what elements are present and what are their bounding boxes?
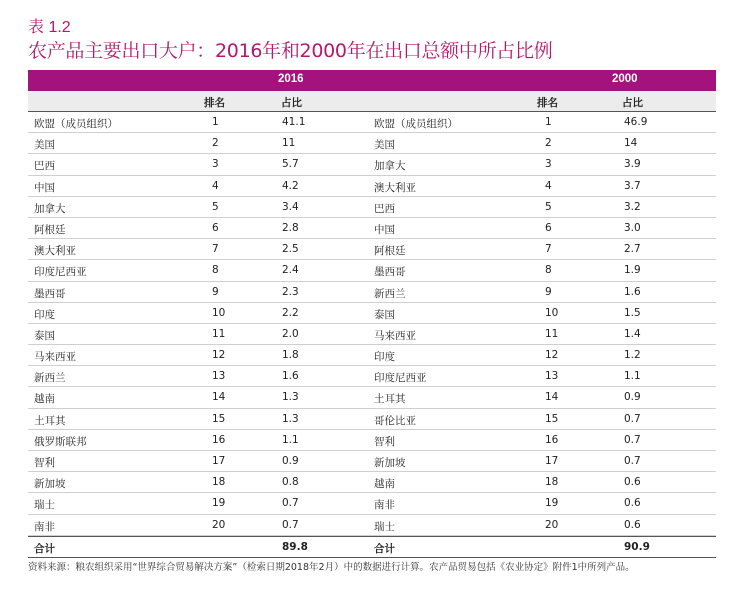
- country-2000: 哥伦比亚: [374, 414, 416, 427]
- country-2016: 欧盟（成员组织）: [34, 118, 118, 130]
- country-2016: 泰国: [34, 329, 55, 342]
- share-2016: 1.3: [282, 412, 299, 425]
- table-row: [28, 154, 716, 175]
- share-2016: 2.4: [282, 264, 299, 277]
- table-title: 农产品主要出口大户：2016年和2000年在出口总额中所占比例: [28, 40, 553, 62]
- country-2000: 加拿大: [374, 160, 406, 173]
- share-2016: 0.7: [282, 518, 299, 531]
- table-row: [28, 112, 716, 133]
- share-2000: 3.2: [624, 200, 641, 213]
- rank-2000: 14: [545, 391, 559, 404]
- total-row: [28, 536, 716, 558]
- data-table: [28, 70, 716, 558]
- table-row: [28, 472, 716, 493]
- rank-2000: 5: [545, 200, 552, 213]
- rank-2000: 15: [545, 412, 559, 425]
- country-2000: 智利: [374, 435, 395, 448]
- share-2016: 1.6: [282, 370, 299, 383]
- share-2016: 11: [282, 137, 296, 150]
- column-header-row: [28, 91, 716, 112]
- rank-2016: 9: [212, 285, 219, 298]
- share-2000: 1.6: [624, 285, 641, 298]
- rank-2000: 18: [545, 476, 559, 489]
- rank-2016: 8: [212, 264, 219, 277]
- share-2000: 0.7: [624, 412, 641, 425]
- share-2016: 3.4: [282, 200, 299, 213]
- share-2016: 2.3: [282, 285, 299, 298]
- share-2000: 1.5: [624, 306, 641, 319]
- share-2016: 4.2: [282, 179, 299, 192]
- country-2016: 瑞士: [34, 499, 55, 512]
- year-2016-label: 2016: [278, 73, 304, 85]
- country-2016: 越南: [34, 393, 55, 406]
- table-row: [28, 303, 716, 324]
- country-2000: 印度尼西亚: [374, 372, 427, 385]
- country-2016: 印度: [34, 308, 55, 321]
- share-2016: 5.7: [282, 158, 299, 171]
- share-2016: 1.1: [282, 433, 299, 446]
- rank-2000: 11: [545, 327, 559, 340]
- share-2016: 2.0: [282, 327, 299, 340]
- table-row: [28, 493, 716, 514]
- table-row: [28, 515, 716, 536]
- rank-2000: 20: [545, 518, 559, 531]
- country-2000: 巴西: [374, 202, 395, 215]
- rank-2016: 10: [212, 306, 226, 319]
- country-2000: 南非: [374, 499, 395, 512]
- table-row: [28, 451, 716, 472]
- country-2000: 中国: [374, 223, 395, 236]
- share-2016: 1.8: [282, 349, 299, 362]
- country-2000: 马来西亚: [374, 329, 416, 342]
- table-row: [28, 282, 716, 303]
- country-2000: 瑞士: [374, 520, 395, 533]
- total-label-2000: 合计: [374, 542, 395, 555]
- country-2000: 越南: [374, 478, 395, 491]
- rank-2016: 16: [212, 433, 226, 446]
- share-2000: 0.6: [624, 518, 641, 531]
- country-2000: 土耳其: [374, 393, 406, 406]
- share-2000: 3.7: [624, 179, 641, 192]
- country-2016: 南非: [34, 520, 55, 533]
- share-2000: 3.0: [624, 221, 641, 234]
- rank-2016: 4: [212, 179, 219, 192]
- table-row: [28, 324, 716, 345]
- table-row: [28, 133, 716, 154]
- share-2016: 2.2: [282, 306, 299, 319]
- rank-2000: 1: [545, 116, 552, 128]
- rank-2016: 6: [212, 221, 219, 234]
- country-2016: 俄罗斯联邦: [34, 435, 87, 448]
- share-2016: 2.5: [282, 243, 299, 256]
- country-2016: 马来西亚: [34, 351, 76, 364]
- rank-2016: 1: [212, 116, 219, 128]
- share-header-2000: 占比: [622, 97, 643, 109]
- rank-2000: 17: [545, 455, 559, 467]
- country-2016: 墨西哥: [34, 287, 66, 300]
- rank-2000: 3: [545, 158, 552, 171]
- country-2016: 阿根廷: [34, 223, 66, 236]
- country-2016: 巴西: [34, 160, 55, 173]
- rank-2000: 7: [545, 243, 552, 256]
- year-2000-label: 2000: [612, 73, 638, 85]
- total-label-2016: 合计: [34, 542, 55, 555]
- rank-2016: 14: [212, 391, 226, 404]
- country-2000: 新西兰: [374, 287, 406, 300]
- country-2000: 印度: [374, 351, 395, 364]
- table-row: [28, 239, 716, 260]
- rank-2016: 2: [212, 137, 219, 150]
- share-2000: 1.2: [624, 349, 641, 362]
- rank-2000: 13: [545, 370, 559, 383]
- share-2000: 0.6: [624, 497, 641, 510]
- share-2000: 0.6: [624, 476, 641, 489]
- country-2016: 澳大利亚: [34, 245, 76, 258]
- table-row: [28, 430, 716, 451]
- share-header-2016: 占比: [281, 97, 302, 109]
- country-2000: 欧盟（成员组织）: [374, 118, 458, 130]
- table-row: [28, 345, 716, 366]
- rank-2016: 5: [212, 200, 219, 213]
- country-2000: 泰国: [374, 308, 395, 321]
- country-2016: 中国: [34, 181, 55, 194]
- share-2016: 0.9: [282, 455, 299, 467]
- country-2016: 印度尼西亚: [34, 266, 87, 279]
- year-header-bar: [28, 70, 716, 91]
- share-2016: 41.1: [282, 116, 306, 128]
- share-2016: 0.8: [282, 476, 299, 489]
- rank-2000: 9: [545, 285, 552, 298]
- share-2000: 3.9: [624, 158, 641, 171]
- share-2016: 2.8: [282, 221, 299, 234]
- country-2016: 新西兰: [34, 372, 66, 385]
- share-2000: 0.7: [624, 433, 641, 446]
- table-row: [28, 260, 716, 281]
- share-2000: 2.7: [624, 243, 641, 256]
- country-2016: 智利: [34, 457, 55, 469]
- country-2000: 澳大利亚: [374, 181, 416, 194]
- country-2000: 墨西哥: [374, 266, 406, 279]
- country-2016: 美国: [34, 139, 55, 152]
- rank-2000: 10: [545, 306, 559, 319]
- table-number: 表 1.2: [28, 19, 71, 36]
- country-2016: 土耳其: [34, 414, 66, 427]
- share-2000: 0.9: [624, 391, 641, 404]
- rank-2016: 12: [212, 349, 226, 362]
- country-2016: 新加坡: [34, 478, 66, 491]
- share-2000: 46.9: [624, 116, 648, 128]
- rank-2000: 8: [545, 264, 552, 277]
- table-row: [28, 197, 716, 218]
- share-2000: 14: [624, 137, 638, 150]
- total-share-2000: 90.9: [624, 540, 650, 553]
- share-2016: 0.7: [282, 497, 299, 510]
- rank-2000: 6: [545, 221, 552, 234]
- rank-2016: 13: [212, 370, 226, 383]
- rank-2000: 2: [545, 137, 552, 150]
- rank-2016: 19: [212, 497, 226, 510]
- rank-2016: 17: [212, 455, 226, 467]
- share-2000: 1.9: [624, 264, 641, 277]
- rank-2016: 3: [212, 158, 219, 171]
- rank-2000: 16: [545, 433, 559, 446]
- total-share-2016: 89.8: [282, 540, 308, 553]
- table-row: [28, 218, 716, 239]
- country-2000: 美国: [374, 139, 395, 152]
- country-2000: 阿根廷: [374, 245, 406, 258]
- table-row: [28, 176, 716, 197]
- share-2000: 1.4: [624, 327, 641, 340]
- country-2000: 新加坡: [374, 457, 406, 469]
- rank-2016: 15: [212, 412, 226, 425]
- rank-2000: 4: [545, 179, 552, 192]
- rank-2016: 11: [212, 327, 226, 340]
- table-row: [28, 387, 716, 408]
- rank-2016: 7: [212, 243, 219, 256]
- table-row: [28, 366, 716, 387]
- rank-2016: 18: [212, 476, 226, 489]
- table-row: [28, 409, 716, 430]
- share-2000: 1.1: [624, 370, 641, 383]
- table-body: [28, 112, 716, 536]
- country-2016: 加拿大: [34, 202, 66, 215]
- rank-header-2000: 排名: [537, 97, 558, 109]
- source-note: 资料来源：粮农组织采用“世界综合贸易解决方案”（检索日期2018年2月）中的数据进行计算。农产品贸易包括《农业协定》附件1中所列产品。: [28, 562, 635, 573]
- rank-2000: 12: [545, 349, 559, 362]
- share-2016: 1.3: [282, 391, 299, 404]
- rank-2016: 20: [212, 518, 226, 531]
- rank-2000: 19: [545, 497, 559, 510]
- share-2000: 0.7: [624, 455, 641, 467]
- rank-header-2016: 排名: [204, 97, 225, 109]
